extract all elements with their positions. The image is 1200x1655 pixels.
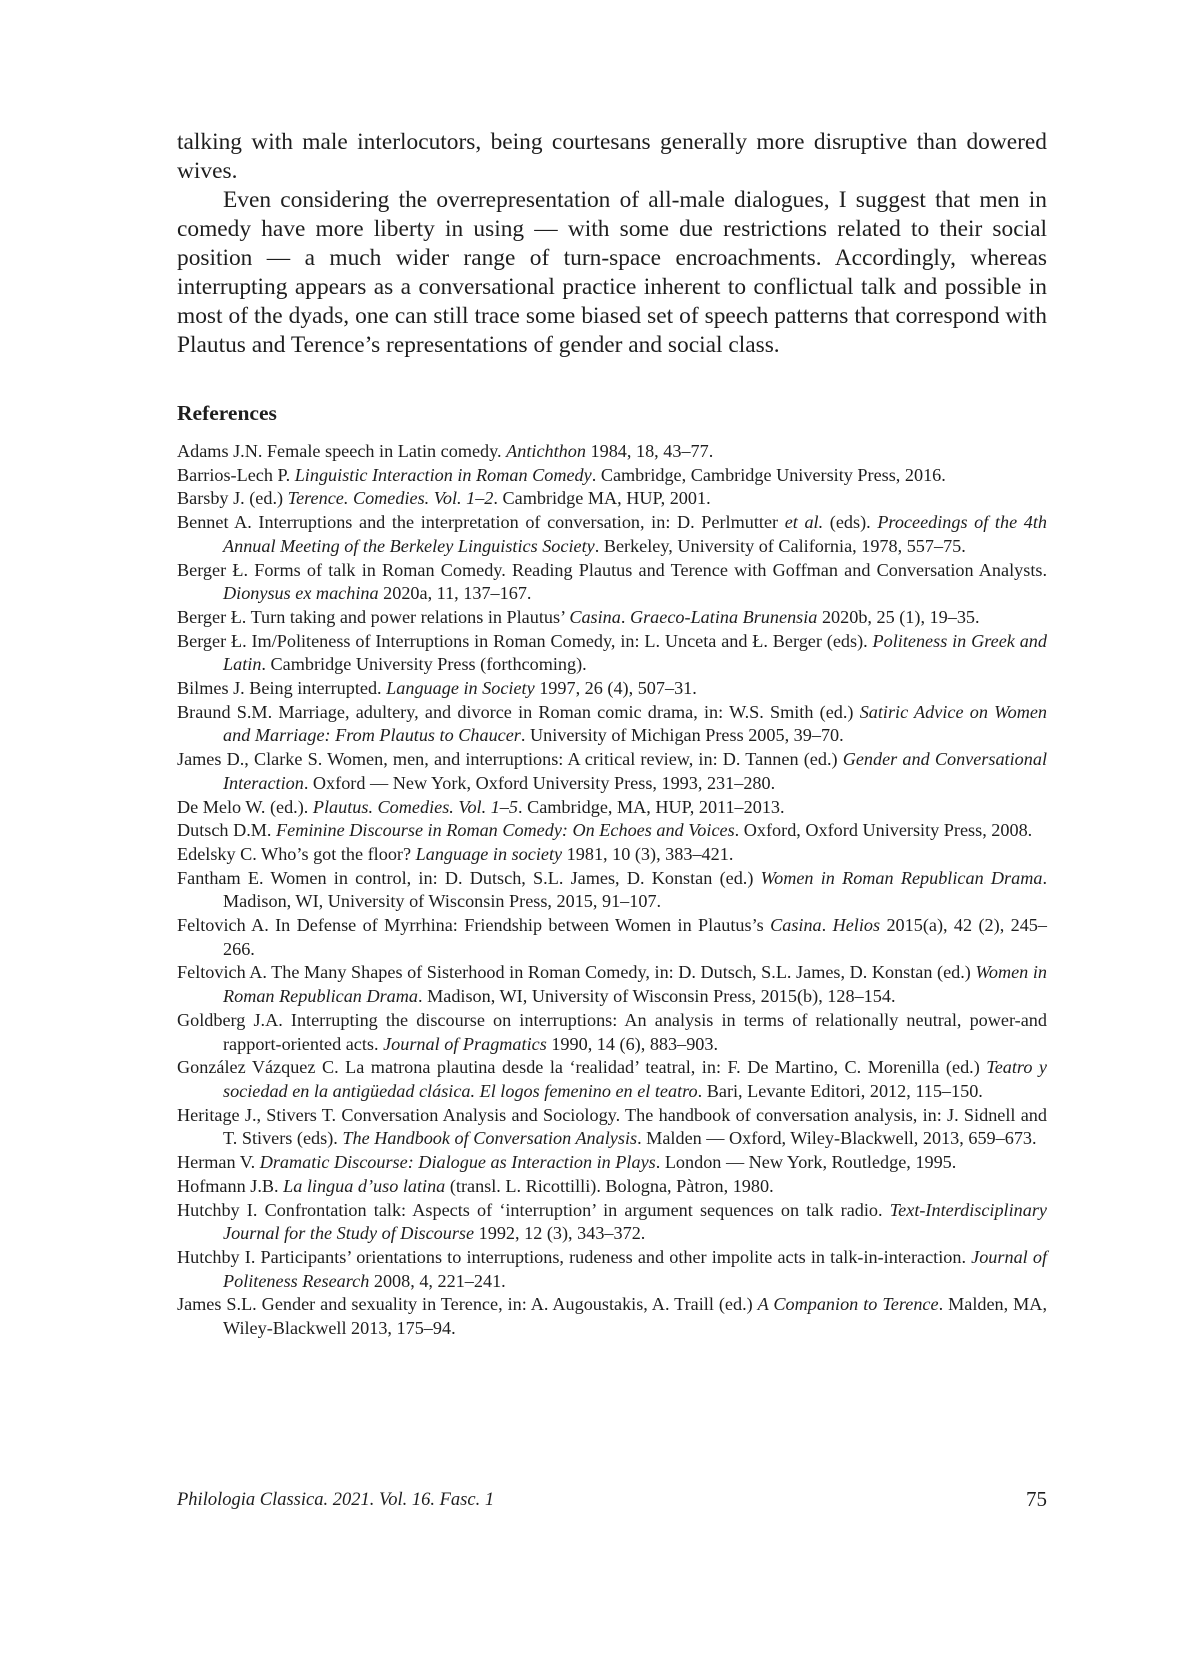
reference-text: . Oxford, Oxford University Press, 2008.	[734, 820, 1033, 841]
reference-title-italic: Casina	[569, 606, 621, 627]
body-paragraph-2: Even considering the overrepresentation of all-male dialogues, I suggest that men in comedy have more liberty in using — with some due restrictions related to their social position — a much wider range of turn-space encroachments. Accordingly, whereas interrupting appears as a conversational practice inherent to conflictual talk and possible in most of the dyads, one can still trace some biased set of speech patterns that correspond with Plautus and Terence’s representations of gender and social class.	[177, 187, 1047, 358]
reference-entry	[177, 1104, 1047, 1151]
reference-entry	[177, 1151, 1047, 1175]
reference-text: Fantham E. Women in control, in: D. Dutsch, S.L. James, D. Konstan (ed.)	[177, 867, 761, 888]
reference-title-italic: Gender and Conversational Interaction	[223, 749, 1047, 793]
reference-text: . Cambridge, MA, HUP, 2011–2013.	[517, 796, 785, 817]
reference-title-italic: Women in Roman Republican Drama	[760, 867, 1043, 888]
reference-text: Edelsky C. Who’s got the floor?	[177, 843, 416, 864]
footer-journal-title: Philologia Classica. 2021. Vol. 16. Fasc. 1	[177, 1490, 495, 1510]
reference-text: Berger Ł. Turn taking and power relations in Plautus’	[177, 606, 570, 627]
reference-text: 1992, 12 (3), 343–372.	[474, 1223, 646, 1244]
reference-text: .	[620, 606, 630, 627]
reference-title-italic: Proceedings of the 4th Annual Meeting of the Berkeley Linguistics Society	[223, 512, 1048, 556]
reference-text: .	[821, 915, 833, 936]
reference-entry	[177, 440, 1047, 464]
reference-title-italic: A Companion to Terence	[757, 1294, 939, 1315]
reference-text: James D., Clarke S. Women, men, and interruptions: A critical review, in: D. Tannen (ed.)	[177, 749, 843, 770]
body-paragraph-1: talking with male interlocutors, being courtesans generally more disruptive than dowered wives.	[177, 129, 1047, 184]
reference-title-italic: Terence. Comedies. Vol. 1–2	[287, 488, 494, 509]
reference-text: . Bari, Levante Editori, 2012, 115–150.	[697, 1080, 983, 1101]
reference-entry	[177, 511, 1047, 558]
reference-entry	[177, 606, 1047, 630]
reference-text: Hutchby I. Confrontation talk: Aspects of ‘interruption’ in argument sequences on talk radio.	[177, 1199, 890, 1220]
reference-title-italic: The Handbook of Conversation Analysis	[342, 1128, 638, 1149]
page-content	[177, 128, 1047, 1341]
reference-title-italic: Feminine Discourse in Roman Comedy: On Echoes and Voices	[276, 820, 735, 841]
reference-entry	[177, 1199, 1047, 1246]
reference-text: . Malden — Oxford, Wiley-Blackwell, 2013, 659–673.	[637, 1128, 1037, 1149]
reference-text: Adams J.N. Female speech in Latin comedy.	[177, 441, 507, 461]
reference-entry	[177, 1246, 1047, 1293]
reference-text: Berger Ł. Im/Politeness of Interruptions in Roman Comedy, in: L. Unceta and Ł. Berger (eds).	[177, 630, 873, 651]
reference-entry	[177, 867, 1047, 914]
reference-text: Barsby J. (ed.)	[177, 488, 288, 509]
reference-title-italic: Teatro y sociedad en la antigüedad clásica. El logos femenino en el teatro	[223, 1057, 1047, 1101]
reference-entry	[177, 1056, 1047, 1103]
reference-title-italic: Casina	[770, 915, 822, 936]
reference-text: . Cambridge MA, HUP, 2001.	[493, 488, 711, 509]
reference-text: . Malden, MA, Wiley-Blackwell 2013, 175–94.	[223, 1294, 1047, 1339]
reference-title-italic: Linguistic Interaction in Roman Comedy	[294, 464, 592, 485]
reference-text: 1984, 18, 43–77.	[585, 441, 714, 461]
reference-title-italic: Language in society	[415, 843, 563, 864]
reference-entry	[177, 914, 1047, 961]
reference-title-italic: Journal of Politeness Research	[223, 1246, 1047, 1291]
reference-text: . Berkeley, University of California, 1978, 557–75.	[594, 535, 966, 556]
reference-entry	[177, 748, 1047, 795]
reference-text: Dutsch D.M.	[177, 820, 277, 841]
reference-text: . London — New York, Routledge, 1995.	[655, 1152, 957, 1173]
references-heading: References	[177, 401, 277, 425]
reference-text: González Vázquez C. La matrona plautina desde la ‘realidad’ teatral, in: F. De Martino, C. Morenilla (ed.)	[177, 1057, 987, 1078]
reference-text: . Cambridge, Cambridge University Press, 2016.	[591, 464, 946, 485]
reference-text: 2020a, 11, 137–167.	[378, 583, 532, 604]
reference-text: Herman V.	[177, 1152, 260, 1173]
reference-title-italic: Satiric Advice on Women and Marriage: From Plautus to Chaucer	[223, 701, 1047, 746]
reference-entry	[177, 559, 1047, 606]
reference-entry	[177, 819, 1047, 843]
reference-title-italic: Language in Society	[386, 678, 535, 699]
reference-text: 1997, 26 (4), 507–31.	[534, 678, 697, 699]
reference-text: Bilmes J. Being interrupted.	[177, 678, 387, 699]
page-number: 75	[1026, 1487, 1047, 1511]
reference-text: . Oxford — New York, Oxford University Press, 1993, 231–280.	[303, 772, 776, 793]
reference-text: Feltovich A. In Defense of Myrrhina: Friendship between Women in Plautus’s	[177, 915, 771, 936]
reference-title-italic: Text-Interdisciplinary Journal for the Study of Discourse	[223, 1199, 1047, 1244]
reference-title-italic: Dionysus ex machina	[223, 583, 379, 604]
reference-entry	[177, 1175, 1047, 1199]
reference-text: . Madison, WI, University of Wisconsin Press, 2015(b), 128–154.	[417, 986, 896, 1007]
reference-text: Braund S.M. Marriage, adultery, and divorce in Roman comic drama, in: W.S. Smith (ed.)	[177, 701, 860, 722]
reference-title-italic: Graeco-Latina Brunensia	[629, 606, 818, 627]
reference-text: James S.L. Gender and sexuality in Terence, in: A. Augoustakis, A. Traill (ed.)	[177, 1294, 758, 1315]
reference-text: (transl. L. Ricottilli). Bologna, Pàtron, 1980.	[445, 1175, 774, 1196]
reference-text: . Madison, WI, University of Wisconsin Press, 2015, 91–107.	[223, 867, 1047, 912]
reference-text: Feltovich A. The Many Shapes of Sisterhood in Roman Comedy, in: D. Dutsch, S.L. James, D. Konstan (ed.)	[177, 962, 976, 983]
reference-entry	[177, 1293, 1047, 1340]
reference-title-italic: Plautus. Comedies. Vol. 1–5	[312, 796, 518, 817]
reference-entry	[177, 464, 1047, 488]
reference-title-italic: La lingua d’uso latina	[283, 1175, 446, 1196]
reference-text: . University of Michigan Press 2005, 39–70.	[520, 725, 844, 746]
reference-entry	[177, 487, 1047, 511]
reference-text: Heritage J., Stivers T. Conversation Analysis and Sociology. The handbook of conversation analysis, in: J. Sidnell and T. Stivers (eds).	[177, 1104, 1047, 1149]
reference-entry	[177, 630, 1047, 677]
reference-text: Hutchby I. Participants’ orientations to interruptions, rudeness and other impolite acts in talk-in-interaction.	[177, 1246, 972, 1267]
reference-text: (eds).	[823, 512, 878, 533]
reference-text: . Cambridge University Press (forthcoming).	[261, 654, 587, 675]
references-list	[177, 440, 1047, 1341]
reference-title-italic: Helios	[832, 915, 881, 936]
reference-title-italic: Women in Roman Republican Drama	[223, 962, 1047, 1007]
reference-title-italic: Politeness in Greek and Latin	[223, 630, 1047, 675]
reference-text: Barrios-Lech P.	[177, 464, 295, 485]
reference-text: De Melo W. (ed.).	[177, 796, 313, 817]
reference-entry	[177, 677, 1047, 701]
reference-entry	[177, 843, 1047, 867]
reference-text: 2015(a), 42 (2), 245–266.	[223, 915, 1047, 959]
reference-entry	[177, 796, 1047, 820]
reference-title-italic: et al.	[784, 512, 824, 533]
reference-text: Goldberg J.A. Interrupting the discourse on interruptions: An analysis in terms of relationally neutral, power-and rapport-oriented acts.	[177, 1009, 1047, 1054]
reference-text: Bennet A. Interruptions and the interpretation of conversation, in: D. Perlmutter	[177, 512, 785, 533]
reference-title-italic: Antichthon	[506, 441, 586, 461]
reference-text: 2008, 4, 221–241.	[369, 1270, 506, 1291]
reference-text: 1990, 14 (6), 883–903.	[546, 1033, 719, 1054]
reference-text: 1981, 10 (3), 383–421.	[562, 843, 734, 864]
reference-text: Hofmann J.B.	[177, 1175, 284, 1196]
reference-text: Berger Ł. Forms of talk in Roman Comedy. Reading Plautus and Terence with Goffman and Conversation Analysts.	[177, 559, 1047, 580]
reference-entry	[177, 701, 1047, 748]
reference-entry	[177, 961, 1047, 1008]
reference-title-italic: Dramatic Discourse: Dialogue as Interaction in Plays	[259, 1152, 656, 1173]
reference-entry	[177, 1009, 1047, 1056]
reference-title-italic: Journal of Pragmatics	[383, 1033, 547, 1054]
reference-text: 2020b, 25 (1), 19–35.	[817, 606, 980, 627]
